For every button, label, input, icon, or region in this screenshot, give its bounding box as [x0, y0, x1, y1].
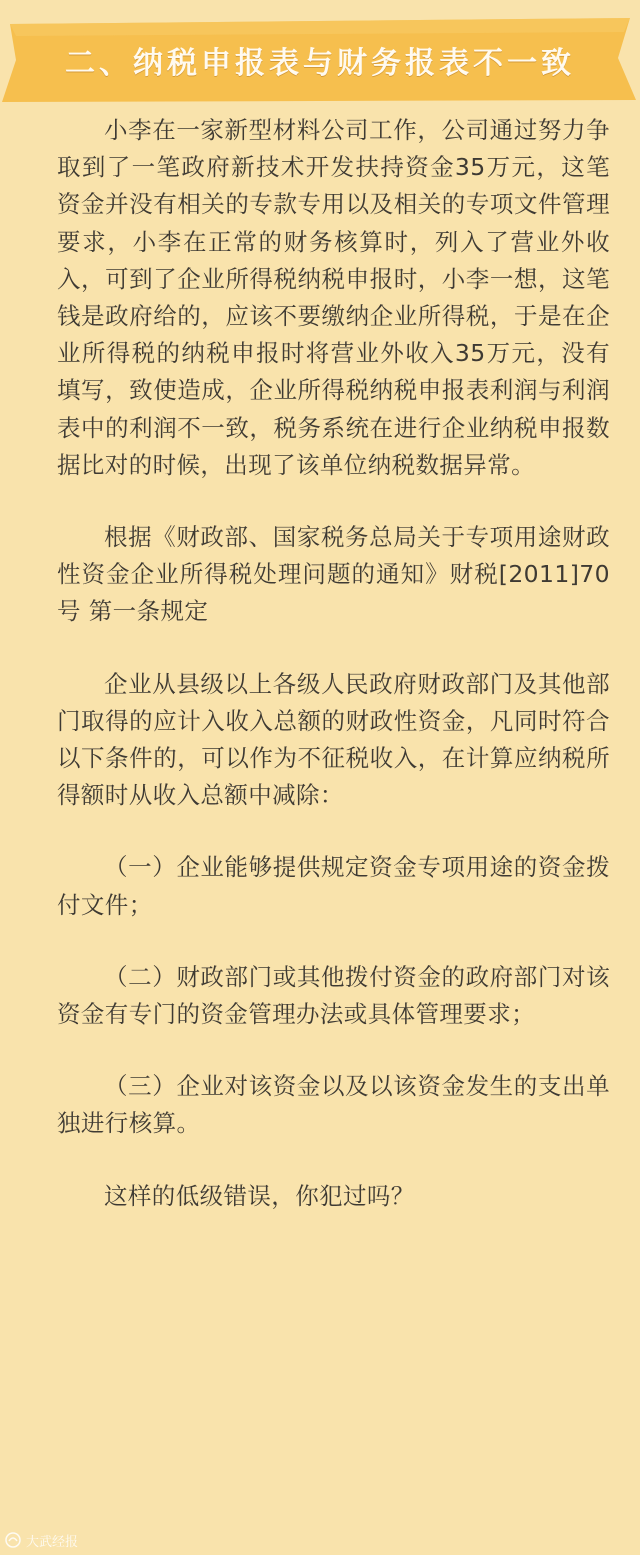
watermark-logo-icon [4, 1531, 22, 1549]
article-body [57, 112, 610, 1215]
watermark-text: 大武经报 [26, 1534, 79, 1550]
watermark [4, 1529, 78, 1551]
paragraph-condition-3: （三）企业对该资金以及以该资金发生的支出单独进行核算。 [57, 1072, 610, 1138]
section-header-banner [2, 18, 638, 102]
paragraph-regulation-text: 企业从县级以上各级人民政府财政部门及其他部门取得的应计入收入总额的财政性资金，凡同时符合以下条件的，可以作为不征税收入，在计算应纳税所得额时从收入总额中减除： [57, 669, 610, 810]
paragraph-condition-1: （一）企业能够提供规定资金专项用途的资金拨付文件； [57, 853, 610, 919]
paragraph-condition-2: （二）财政部门或其他拨付资金的政府部门对该资金有专门的资金管理办法或具体管理要求； [57, 962, 610, 1029]
paragraph-regulation-reference: 根据《财政部、国家税务总局关于专项用途财政性资金企业所得税处理问题的通知》财税[2011]70号 第一条规定 [57, 523, 610, 626]
paragraph-case-story: 小李在一家新型材料公司工作，公司通过努力争取到了一笔政府新技术开发扶持资金35万元，这笔资金并没有相关的专款专用以及相关的专项文件管理要求，小李在正常的财务核算时，列入了营业外收入，可到了企业所得税纳税申报时，小李一想，这笔钱是政府给的，应该不要缴纳企业所得税，于是在企业所得税的纳税申报时将营业外收入35万元，没有填写，致使造成，企业所得税纳税申报表利润与利润表中的利润不一致，税务系统在进行企业纳税申报数据比对的时候，出现了该单位纳税数据异常。 [57, 116, 610, 479]
section-title: 二、纳税申报表与财务报表不一致 [65, 46, 575, 81]
paragraph-closing-question: 这样的低级错误，你犯过吗？ [104, 1181, 415, 1210]
